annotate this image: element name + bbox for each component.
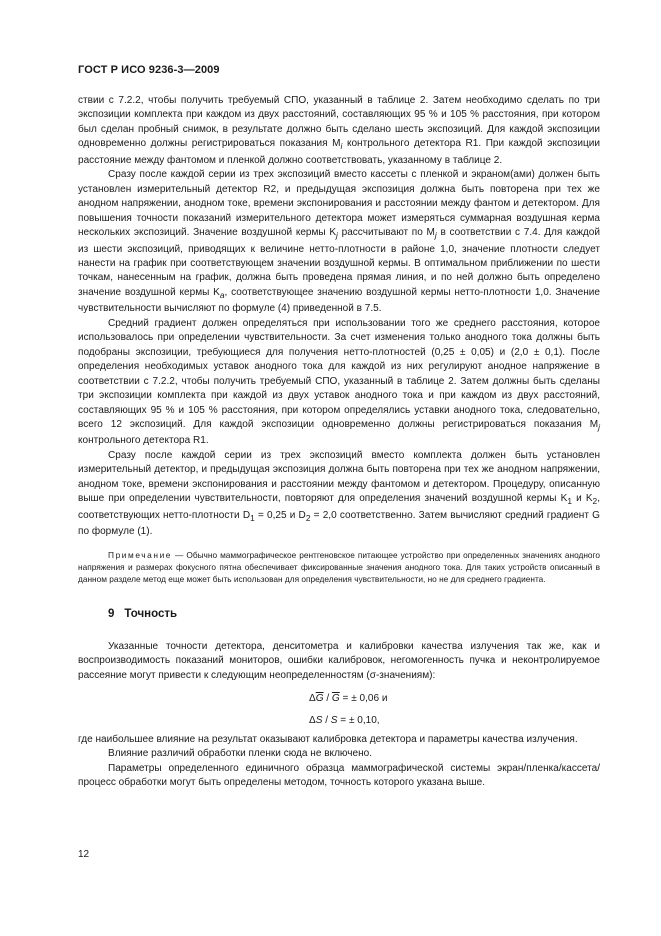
- note-text: — Обычно маммографическое рентгеновское питающее устройство при определенных значениях анодного напряжения и размерах фокусного пятна обеспечивает фиксированные значения анодного тока. Для таких устройств описанный в данном разделе метод еще может быть использован для определения чувствительности, но не для среднего градиента.: [78, 549, 600, 584]
- paragraph-1: ствии с 7.2.2, чтобы получить требуемый СПО, указанный в таблице 2. Затем необходимо сделать по три экспозиции комплекта при каждом из двух расстояний, составляющих 95 % и 105 % расстояния, при котором был сделан пробный снимок, в результате должно быть сделано шесть экспозиций. Для каждой экспозиции одновременно должны регистрироваться показания $M_i$ контрольного детектора R1. При каждой экспозиции расстояние между фантомом и пленкой должно соответствовать, указанному в таблице 2.: [78, 95, 600, 166]
- document-header: ГОСТ Р ИСО 9236-3—2009: [78, 64, 220, 76]
- section-title: Точность: [124, 608, 178, 621]
- formula-gradient: $\Delta\overline{G} / \overline{G}$ = ± 0,06 и: [309, 693, 388, 705]
- note-label: Примечание: [108, 549, 173, 560]
- paragraph-5: Указанные точности детектора, денситометра и калибровки качества излучения так же, как и воспроизводимость показаний мониторов, ошибки калибровок, негомогенность пучка и неконтролируемое рассеяние могут привести к следующим неопределенностям (σ-значениям):: [78, 640, 600, 681]
- paragraph-4: Сразу после каждой серии из трех экспозиций вместо комплекта должен быть установлен измерительный детектор, и предыдущая экспозиция должна быть повторена при тех же анодном напряжении, анодном токе, времени экспонирования и расстоянии между фантомом и детектором. Процедуру, описанную выше при определении чувствительности, повторяют для определения значений воздушной кермы $K_1$ и $K_2$, соответствующих нетто-плотности $D_1 = 0,25$ и $D_2 = 2,0$ соответственно. Затем вычисляют средний градиент G по формуле (1).: [78, 449, 600, 538]
- paragraph-8: Параметры определенного единичного образца маммографической системы экран/пленка/кассета/процесс обработки могут быть определены методом, точность которого указана выше.: [78, 762, 600, 789]
- document-body: [78, 94, 600, 791]
- paragraph-3: Средний градиент должен определяться при использовании того же среднего расстояния, которое использовалось при определении чувствительности. За счет изменения только анодного тока должны быть подобраны экспозиции, требующиеся для получения нетто-плотностей (0,25 ± 0,05) и (2,0 ± 0,1). После определения необходимых уставок анодного тока для каждой из них регулируют анодное напряжение в соответствии с 7.2.2, чтобы получить требуемый СПО, указанный в таблице 2. Затем должны быть сделаны три экспозиции комплекта при каждой из двух уставок анодного тока и при каждом из двух расстояний, составляющих 95 % и 105 % расстояния, при котором определялись уставки анодного тока, следовательно, всего 12 экспозиций. Для каждой экспозиции одновременно должны регистрироваться показания $M_j$ контрольного детектора R1.: [78, 317, 600, 447]
- section-heading: [78, 607, 600, 621]
- page-number: 12: [78, 849, 90, 860]
- note: [78, 549, 600, 586]
- paragraph-7: Влияние различий обработки пленки сюда не включено.: [108, 748, 372, 760]
- paragraph-6: где наибольшее влияние на результат оказывают калибровка детектора и параметры качества излучения.: [78, 734, 578, 746]
- paragraph-2: Сразу после каждой серии из трех экспозиций вместо кассеты с пленкой и экраном(ами) должен быть установлен измерительный детектор R2, и предыдущая экспозиция должна быть повторена при тех же анодном напряжении, анодном токе, времени экспонирования и расстоянии между фантом и детектором. Для повышения точности показаний измерительного детектора может измеряться суммарная воздушная керма нескольких экспозиций. Значение воздушной кермы $K_j$ рассчитывают по $M_j$ в соответствии с 7.4. Для каждой из шести экспозиций, приводящих к величине нетто-плотности в районе 1,0, значение плотности следует нанести на график при соответствующем значении воздушной кермы. В оптимальном приближении по шести точкам, нанесенным на график, должна быть проведена прямая линия, и по ней должно быть определено значение воздушной кермы $K_a$, соответствующее значению воздушной кермы нетто-плотности 1,0. Значение чувствительности вычисляют по формуле (4) приведенной в 7.5.: [78, 169, 600, 315]
- formula-sensitivity: ΔS / S = ± 0,10,: [309, 715, 380, 727]
- section-number: 9: [108, 608, 115, 621]
